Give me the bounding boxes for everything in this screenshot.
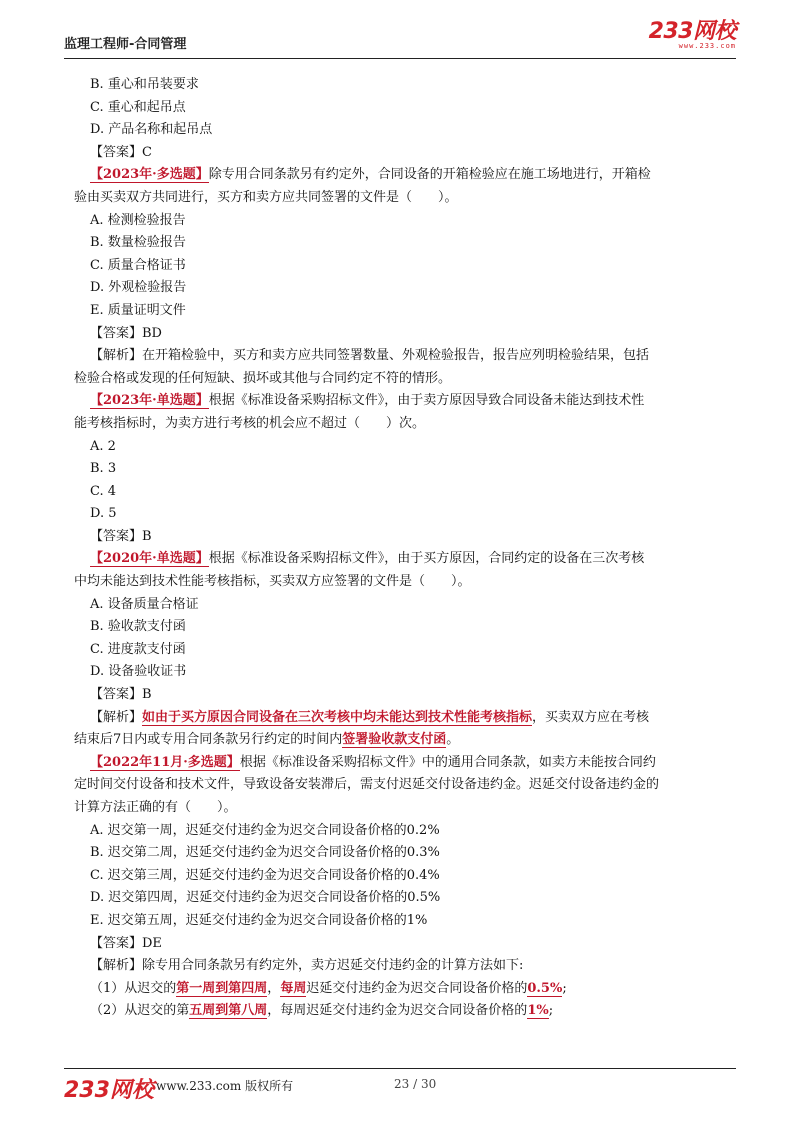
answer-option: C. 进度款支付函: [90, 641, 186, 657]
answer-line: 【答案】B: [90, 687, 152, 703]
page-footer: [64, 1068, 736, 1109]
paragraph-line: 计算方法正确的有（ ）。: [74, 800, 237, 815]
text-segment: ，买卖双方应在考核: [532, 709, 650, 725]
brand-logo: [649, 20, 736, 50]
paragraph-line: 验由买卖双方共同进行，买方和卖方应共同签署的文件是（ ）。: [74, 189, 458, 205]
question-text: 根据《标准设备采购招标文件》中的通用合同条款，如卖方未能按合同约: [239, 754, 656, 770]
text-segment: （2）从迟交的第: [90, 1003, 190, 1019]
paragraph-line: 定时间交付设备和技术文件，导致设备安装滞后，需支付迟延交付设备违约金。迟延交付设备违约金的: [74, 777, 660, 793]
answer-line: 【答案】DE: [90, 935, 162, 951]
text-segment: 结束后7日内或专用合同条款另行约定的时间内: [74, 732, 343, 748]
answer-option: A. 迟交第一周，迟延交付违约金为迟交合同设备价格的0.2%: [90, 822, 440, 838]
logo-subtext: www.233.com: [678, 42, 736, 50]
answer-option: C. 4: [90, 483, 117, 499]
answer-line: 【解析】除专用合同条款另有约定外，卖方迟延交付违约金的计算方法如下:: [90, 958, 524, 974]
answer-option: B. 3: [90, 461, 117, 477]
answer-option: B. 验收款支付函: [90, 619, 186, 635]
highlighted-text: 每周: [280, 980, 307, 996]
highlighted-text: 五周到第八周: [189, 1003, 268, 1019]
question-tag: 【2023年·多选题】: [90, 167, 209, 183]
question-line: [74, 548, 728, 571]
footer-logo: 233网校: [64, 1078, 154, 1103]
answer-line: 【解析】在开箱检验中，买方和卖方应共同签署数量、外观检验报告，报告应列明检验结果，包括: [90, 348, 650, 364]
paragraph-line: 能考核指标时，为卖方进行考核的机会应不超过（ ）次。: [74, 415, 426, 431]
text-segment: （1）从迟交的: [90, 980, 177, 996]
explanation-line: [74, 1000, 728, 1023]
answer-option: B. 数量检验报告: [90, 235, 186, 251]
question-line: [74, 164, 728, 187]
page-number: 23 / 30: [394, 1077, 437, 1091]
explanation-line: [74, 707, 728, 730]
page-header: [64, 19, 736, 59]
document-body: [74, 74, 728, 1023]
answer-option: A. 2: [90, 438, 116, 454]
highlighted-text: 第一周到第四周: [176, 980, 268, 996]
question-tag: 【2023年·单选题】: [90, 393, 209, 409]
answer-option: C. 质量合格证书: [90, 257, 186, 273]
explanation-line: [74, 729, 728, 752]
highlighted-text: 0.5%: [527, 980, 563, 996]
document-title: 监理工程师-合同管理: [64, 37, 187, 52]
question-text: 根据《标准设备采购招标文件》，由于买方原因，合同约定的设备在三次考核: [208, 551, 645, 567]
answer-line: 【答案】B: [90, 528, 152, 544]
answer-option: A. 检测检验报告: [90, 212, 186, 228]
text-segment: 。: [446, 732, 460, 748]
answer-option: C. 迟交第三周，迟延交付违约金为迟交合同设备价格的0.4%: [90, 867, 440, 883]
explanation-line: [74, 978, 728, 1001]
question-tag: 【2022年11月·多选题】: [90, 754, 240, 770]
question-text: 除专用合同条款另有约定外，合同设备的开箱检验应在施工场地进行，开箱检: [208, 167, 651, 183]
paragraph-line: 中均未能达到技术性能考核指标，买卖双方应签署的文件是（ ）。: [74, 574, 471, 590]
highlighted-text: 如由于买方原因合同设备在三次考核中均未能达到技术性能考核指标: [142, 709, 533, 725]
text-segment: ，每周迟延交付违约金为迟交合同设备价格的: [267, 1003, 528, 1019]
answer-option: D. 设备验收证书: [90, 664, 187, 680]
answer-option: E. 迟交第五周，迟延交付违约金为迟交合同设备价格的1%: [90, 912, 428, 928]
answer-option: E. 质量证明文件: [90, 302, 186, 318]
text-segment: ;: [562, 980, 567, 996]
answer-option: A. 设备质量合格证: [90, 596, 199, 612]
answer-option: D. 迟交第四周，迟延交付违约金为迟交合同设备价格的0.5%: [90, 890, 441, 906]
answer-line: 【答案】BD: [90, 325, 162, 341]
copyright-text: www.233.com 版权所有: [156, 1079, 294, 1093]
answer-option: B. 重心和吊装要求: [90, 77, 199, 92]
paragraph-line: 检验合格或发现的任何短缺、损坏或其他与合同约定不符的情形。: [74, 370, 452, 386]
answer-option: D. 外观检验报告: [90, 280, 187, 296]
text-segment: ;: [548, 1003, 554, 1019]
answer-option: C. 重心和起吊点: [90, 99, 186, 115]
text-segment: 迟延交付违约金为迟交合同设备价格的: [306, 980, 528, 996]
text-segment: 【解析】: [90, 709, 143, 725]
answer-option: D. 产品名称和起吊点: [90, 122, 213, 138]
answer-option: D. 5: [90, 506, 117, 522]
answer-line: 【答案】C: [90, 144, 152, 160]
highlighted-text: 签署验收款支付函: [342, 732, 447, 748]
question-tag: 【2020年·单选题】: [90, 551, 209, 567]
highlighted-text: 1%: [527, 1003, 549, 1019]
text-segment: ，: [267, 980, 281, 996]
question-text: 根据《标准设备采购招标文件》，由于卖方原因导致合同设备未能达到技术性: [208, 393, 645, 409]
question-line: [74, 752, 728, 775]
logo-text: 233网校: [648, 19, 736, 44]
answer-option: B. 迟交第二周，迟延交付违约金为迟交合同设备价格的0.3%: [90, 845, 440, 861]
question-line: [74, 390, 728, 413]
